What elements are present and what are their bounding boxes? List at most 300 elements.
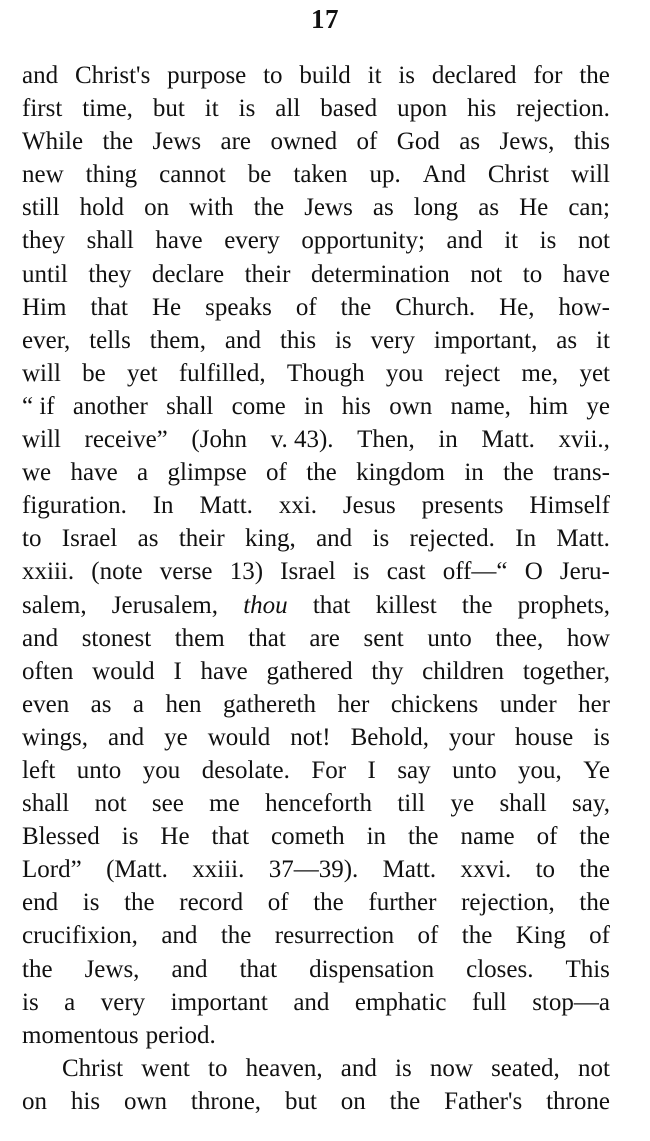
word: Jews <box>152 128 202 156</box>
text-line <box>22 886 610 919</box>
word: Christ <box>487 161 549 189</box>
word: thy <box>371 657 404 685</box>
word: is <box>82 889 100 917</box>
text-line <box>22 291 610 324</box>
word: He <box>519 194 549 222</box>
text-line <box>22 1085 610 1118</box>
word: name, <box>450 392 511 420</box>
word: have <box>200 657 248 685</box>
word: I <box>173 657 182 685</box>
word: shall <box>499 790 547 818</box>
word: yet <box>579 359 610 387</box>
word: For <box>311 756 347 784</box>
word: not <box>94 790 127 818</box>
word: declared <box>431 62 517 89</box>
word: we <box>22 459 52 487</box>
text-line <box>22 324 610 357</box>
word: Ye <box>583 756 610 784</box>
word: fulfilled, <box>178 359 266 387</box>
word: Jews, <box>84 955 140 983</box>
word: often <box>22 657 74 685</box>
word: taken <box>293 161 348 189</box>
word: Jesus <box>342 492 396 520</box>
word: xxiii. <box>22 558 75 586</box>
word: is <box>121 823 139 851</box>
word: declare <box>151 260 225 288</box>
word: are <box>309 624 340 652</box>
word: the <box>22 955 53 983</box>
word: first <box>22 95 63 123</box>
word: trans- <box>553 459 610 487</box>
word: not <box>577 1054 610 1082</box>
word: Christ <box>62 1054 124 1082</box>
word: v. 43). <box>270 426 334 454</box>
word: “ if <box>22 392 55 420</box>
word: the <box>579 823 610 851</box>
word: and <box>224 326 262 354</box>
word: not <box>470 260 503 288</box>
word: God <box>396 128 440 156</box>
word: they <box>22 227 66 255</box>
word: on <box>340 1087 366 1115</box>
page-number: 17 <box>311 4 339 34</box>
word: own <box>389 392 433 420</box>
text-line <box>22 423 610 456</box>
word: of <box>266 459 287 487</box>
word: purpose <box>167 62 247 89</box>
text-line <box>22 125 610 158</box>
text-line <box>22 919 610 952</box>
text-line <box>22 820 610 853</box>
word: house <box>514 723 574 751</box>
word: that <box>90 293 128 321</box>
word: it <box>504 227 519 255</box>
word: them <box>174 624 225 652</box>
text-line <box>22 456 610 489</box>
word: ye <box>586 392 610 420</box>
word: have <box>70 459 118 487</box>
word: (John <box>191 426 247 454</box>
word: and <box>22 62 59 89</box>
word: me, <box>521 359 559 387</box>
word: children <box>422 657 505 685</box>
word: important <box>170 988 268 1016</box>
word: very <box>100 988 146 1016</box>
word: stonest <box>81 624 152 652</box>
word: In <box>515 525 537 553</box>
word: closes. <box>466 955 534 983</box>
word: on <box>144 194 170 222</box>
word: in <box>304 392 324 420</box>
word: in <box>438 426 458 454</box>
word: to <box>208 1054 228 1082</box>
text-line <box>22 522 610 555</box>
word: but <box>152 95 185 123</box>
word: that <box>239 955 278 983</box>
word: chickens <box>390 690 479 718</box>
word: be <box>82 359 106 387</box>
word: time, <box>82 95 133 123</box>
word: henceforth <box>265 790 372 818</box>
word: be <box>247 161 272 189</box>
word: is <box>395 1054 412 1082</box>
word: the <box>253 194 285 222</box>
word: is <box>352 558 370 586</box>
word: even <box>22 690 70 718</box>
word: thee, <box>495 624 544 652</box>
word: determination <box>310 260 450 288</box>
word: her <box>337 690 370 718</box>
text-line <box>22 1052 610 1085</box>
word: desolate. <box>201 756 290 784</box>
word: that <box>312 591 351 619</box>
word: of <box>536 823 558 851</box>
word: it <box>204 95 219 123</box>
word: of <box>417 922 439 950</box>
word: to <box>522 260 543 288</box>
word: Lord” <box>22 856 82 884</box>
word: unto <box>452 756 497 784</box>
word: Behold, <box>350 723 430 751</box>
word: the <box>461 922 493 950</box>
text-line <box>22 489 610 522</box>
word: And <box>422 161 466 189</box>
word: is <box>238 95 256 123</box>
word: till <box>397 790 426 818</box>
word: see <box>151 790 184 818</box>
word: opportunity; <box>301 227 425 255</box>
word: a <box>137 459 149 487</box>
word: that <box>211 823 250 851</box>
word: say <box>397 756 431 784</box>
word: Him <box>22 293 67 321</box>
word: (Matt. <box>106 856 168 884</box>
word: and <box>22 624 59 652</box>
word: how- <box>558 293 610 321</box>
word: and <box>316 525 353 553</box>
word: hen <box>165 690 202 718</box>
word: the <box>340 293 372 321</box>
text-line <box>22 224 610 257</box>
text-line <box>22 787 610 820</box>
word: Christ's <box>74 62 151 89</box>
word: figuration. <box>22 492 127 520</box>
text-line <box>22 986 610 1019</box>
word: emphatic <box>354 988 447 1016</box>
word: shall <box>166 392 214 420</box>
text-line <box>22 688 610 721</box>
word: the <box>306 459 337 487</box>
word: as <box>90 690 112 718</box>
text-line <box>22 92 610 125</box>
word: kingdom <box>356 459 445 487</box>
word: as <box>459 128 481 156</box>
text-line <box>22 390 610 423</box>
word: off—“ <box>442 558 508 586</box>
word: throne, <box>190 1087 262 1115</box>
word: cast <box>386 558 426 586</box>
word: While <box>22 128 84 156</box>
text-line <box>22 655 610 688</box>
text-line <box>22 59 610 92</box>
word: the <box>503 459 534 487</box>
text-line <box>22 357 610 390</box>
word: they <box>88 260 132 288</box>
word: sent <box>363 624 404 652</box>
text-line <box>22 589 610 622</box>
word: is <box>22 988 39 1016</box>
word: to <box>535 856 556 884</box>
word: the <box>389 1087 421 1115</box>
word: Matt. <box>382 856 437 884</box>
body-text <box>22 59 610 1118</box>
word: killest <box>375 591 437 619</box>
word: rejection, <box>461 889 555 917</box>
word: further <box>368 889 437 917</box>
word: say, <box>572 790 610 818</box>
word: his <box>467 95 497 123</box>
text-line <box>22 853 610 886</box>
word: thou <box>243 591 288 619</box>
word: them, <box>149 326 207 354</box>
word: King <box>515 922 566 950</box>
word: rejected. <box>409 525 495 553</box>
word: resurrection <box>274 922 395 950</box>
word: new <box>22 161 64 189</box>
word: Jews <box>304 194 353 222</box>
word: up. <box>369 161 401 189</box>
word: 37—39). <box>268 856 359 884</box>
text-line <box>22 258 610 291</box>
word: stop—a <box>532 988 610 1016</box>
word: tells <box>89 326 131 354</box>
word: Matt. <box>556 525 610 553</box>
word: left <box>22 756 56 784</box>
word: throne <box>546 1087 610 1115</box>
word: and <box>293 988 330 1016</box>
word: the <box>124 889 155 917</box>
word: of <box>589 922 610 950</box>
word: the <box>579 62 610 89</box>
word: on <box>22 1087 47 1115</box>
word: He, <box>499 293 535 321</box>
word: xvii., <box>558 426 610 454</box>
word: of <box>356 128 378 156</box>
word: hold <box>79 194 125 222</box>
word: in <box>464 459 484 487</box>
word: now <box>429 1054 473 1082</box>
word: presents <box>421 492 504 520</box>
word: In <box>152 492 174 520</box>
text-line <box>22 555 610 588</box>
word: Father's <box>444 1087 523 1115</box>
word: you, <box>518 756 562 784</box>
word: her <box>578 690 610 718</box>
word: reject <box>444 359 501 387</box>
word: shall <box>86 227 134 255</box>
word: and <box>161 922 198 950</box>
word: This <box>565 955 610 983</box>
word: not! <box>290 723 331 751</box>
word: record <box>179 889 244 917</box>
word: is <box>372 525 390 553</box>
word: as <box>556 326 578 354</box>
word: salem, <box>22 591 87 619</box>
word: will <box>22 426 61 454</box>
word: can; <box>568 194 610 222</box>
word: the <box>102 128 134 156</box>
word: this <box>573 128 610 156</box>
word: Then, <box>357 426 415 454</box>
word: the <box>579 856 610 884</box>
word: xxiii. <box>192 856 245 884</box>
word: shall <box>22 790 70 818</box>
word: prophets, <box>517 591 610 619</box>
word: long <box>413 194 459 222</box>
word: ye <box>450 790 475 818</box>
word: owned <box>270 128 338 156</box>
word: gathereth <box>223 690 317 718</box>
word: have <box>155 227 203 255</box>
word: of <box>295 293 317 321</box>
word: is <box>539 227 557 255</box>
word: ye <box>164 723 188 751</box>
word: king, <box>245 525 296 553</box>
text-line <box>22 953 610 986</box>
word: unto <box>76 756 122 784</box>
word: momentous <box>22 1021 139 1049</box>
word: your <box>449 723 495 751</box>
word: their <box>178 525 225 553</box>
word: and <box>446 227 483 255</box>
word: of <box>267 889 289 917</box>
word: rejection. <box>516 95 610 123</box>
word: I <box>367 756 376 784</box>
word: very <box>370 326 415 354</box>
word: Though <box>286 359 365 387</box>
word: Israel <box>280 558 336 586</box>
text-line <box>22 1019 610 1052</box>
word: upon <box>397 95 448 123</box>
word: another <box>72 392 148 420</box>
word: went <box>141 1054 190 1082</box>
word: is <box>334 326 352 354</box>
word: all <box>275 95 301 123</box>
word: and <box>340 1054 377 1082</box>
word: full <box>472 988 507 1016</box>
word: cometh <box>271 823 345 851</box>
word: have <box>562 260 610 288</box>
word: O <box>524 558 543 586</box>
word: come <box>231 392 286 420</box>
word: important, <box>433 326 538 354</box>
word: cannot <box>159 161 226 189</box>
word: for <box>533 62 563 89</box>
word: every <box>224 227 280 255</box>
word: based <box>320 95 378 123</box>
word: seated, <box>491 1054 560 1082</box>
word: xxi. <box>278 492 318 520</box>
word: it <box>367 62 382 89</box>
word: would <box>92 657 155 685</box>
word: dispensation <box>309 955 435 983</box>
word: is <box>593 723 610 751</box>
word: speaks <box>205 293 272 321</box>
word: will <box>22 359 61 387</box>
word: under <box>499 690 557 718</box>
word: as <box>372 194 394 222</box>
word: but <box>284 1087 317 1115</box>
word: crucifixion, <box>22 922 138 950</box>
word: will <box>571 161 610 189</box>
word: as <box>137 525 159 553</box>
word: how <box>566 624 610 652</box>
word: the <box>461 591 493 619</box>
word: you <box>142 756 181 784</box>
word: and <box>171 955 208 983</box>
word: Matt. <box>481 426 535 454</box>
word: heaven, <box>245 1054 323 1082</box>
word: yet <box>127 359 158 387</box>
word: and <box>108 723 145 751</box>
word: Blessed <box>22 823 100 851</box>
word: you <box>385 359 424 387</box>
word: ever, <box>22 326 71 354</box>
text-line <box>22 754 610 787</box>
word: Jerusalem, <box>111 591 218 619</box>
word: own <box>123 1087 168 1115</box>
word: him <box>529 392 569 420</box>
word: Matt. <box>199 492 253 520</box>
word: me <box>209 790 240 818</box>
word: receive” <box>84 426 168 454</box>
word: the <box>313 889 344 917</box>
word: wings, <box>22 723 88 751</box>
word: still <box>22 194 60 222</box>
word: the <box>579 889 610 917</box>
word: 13) <box>229 558 264 586</box>
word: unto <box>427 624 472 652</box>
text-line <box>22 158 610 191</box>
word: period. <box>145 1021 216 1049</box>
word: gathered <box>266 657 353 685</box>
word: until <box>22 260 68 288</box>
word: a <box>64 988 76 1016</box>
word: Jews, <box>499 128 555 156</box>
word: name <box>460 823 515 851</box>
text-line <box>22 721 610 754</box>
word: verse <box>159 558 213 586</box>
text-line <box>22 622 610 655</box>
word: He <box>151 293 182 321</box>
word: xxvi. <box>460 856 512 884</box>
word: it <box>596 326 610 354</box>
word: Church. <box>395 293 476 321</box>
word: (note <box>91 558 143 586</box>
word: would <box>207 723 271 751</box>
word: together, <box>522 657 610 685</box>
word: his <box>70 1087 101 1115</box>
word: that <box>248 624 286 652</box>
text-line <box>22 191 610 224</box>
word: Israel <box>61 525 118 553</box>
word: this <box>279 326 317 354</box>
word: thing <box>85 161 138 189</box>
word: the <box>407 823 439 851</box>
word: as <box>478 194 500 222</box>
word: He <box>160 823 190 851</box>
word: to <box>263 62 283 89</box>
